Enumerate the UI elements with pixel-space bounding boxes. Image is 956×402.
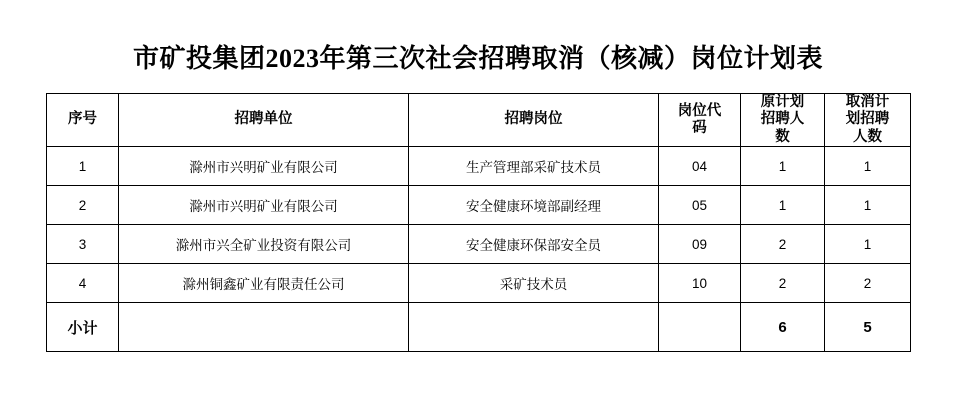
- cell-total-label: 小计: [47, 303, 119, 352]
- cell-index: 2: [47, 186, 119, 225]
- cell-code: 05: [659, 186, 741, 225]
- table-row: [47, 147, 911, 186]
- cell-position: 采矿技术员: [409, 264, 659, 303]
- column-header-position: 招聘岗位: [409, 94, 659, 147]
- cell-index: 3: [47, 225, 119, 264]
- cell-index: 4: [47, 264, 119, 303]
- cell-position: 生产管理部采矿技术员: [409, 147, 659, 186]
- cell-code: 04: [659, 147, 741, 186]
- cell-total-position: [409, 303, 659, 352]
- column-header-index: 序号: [47, 94, 119, 147]
- cell-total-planned: 6: [741, 303, 825, 352]
- column-header-cancelled: [825, 94, 911, 147]
- table-row: [47, 186, 911, 225]
- recruitment-plan-table: [46, 93, 911, 352]
- table-header: [47, 94, 911, 147]
- table-total-row: [47, 303, 911, 352]
- cell-position: 安全健康环保部安全员: [409, 225, 659, 264]
- cell-cancelled: 1: [825, 225, 911, 264]
- cell-planned: 1: [741, 147, 825, 186]
- table-row: [47, 225, 911, 264]
- table-header-row: [47, 94, 911, 147]
- column-header-planned: [741, 94, 825, 147]
- cell-planned: 1: [741, 186, 825, 225]
- cell-code: 10: [659, 264, 741, 303]
- cell-code: 09: [659, 225, 741, 264]
- table-body: [47, 147, 911, 352]
- column-header-cancelled-text: 取消计划招聘人数: [845, 94, 890, 145]
- column-header-code: [659, 94, 741, 147]
- column-header-code-text: 岗位代码: [677, 102, 722, 136]
- column-header-planned-text: 原计划招聘人数: [760, 94, 805, 145]
- cell-total-unit: [119, 303, 409, 352]
- cell-planned: 2: [741, 225, 825, 264]
- cell-cancelled: 1: [825, 147, 911, 186]
- table-container: [0, 93, 956, 352]
- cell-planned: 2: [741, 264, 825, 303]
- column-header-unit: 招聘单位: [119, 94, 409, 147]
- cell-index: 1: [47, 147, 119, 186]
- cell-position: 安全健康环境部副经理: [409, 186, 659, 225]
- cell-unit: 滁州铜鑫矿业有限责任公司: [119, 264, 409, 303]
- cell-unit: 滁州市兴明矿业有限公司: [119, 147, 409, 186]
- table-row: [47, 264, 911, 303]
- cell-cancelled: 1: [825, 186, 911, 225]
- cell-total-code: [659, 303, 741, 352]
- page-title: 市矿投集团2023年第三次社会招聘取消（核减）岗位计划表: [132, 44, 823, 73]
- cell-total-cancelled: 5: [825, 303, 911, 352]
- cell-unit: 滁州市兴全矿业投资有限公司: [119, 225, 409, 264]
- cell-cancelled: 2: [825, 264, 911, 303]
- cell-unit: 滁州市兴明矿业有限公司: [119, 186, 409, 225]
